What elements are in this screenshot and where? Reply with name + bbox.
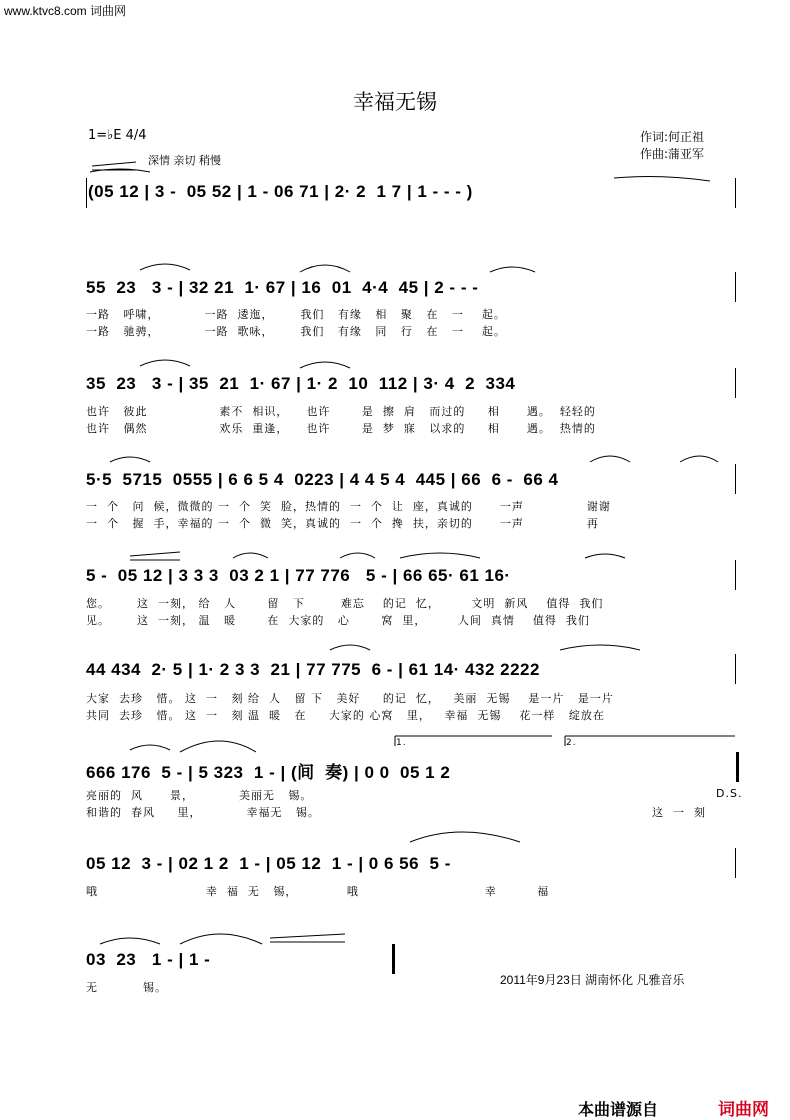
slur-mark <box>340 553 375 558</box>
lyrics-verse-1: 您。 这 一刻， 给 人 留 下 难忘 的记 忆， 文明 新风 值得 我们 <box>86 597 604 610</box>
tie-line <box>92 162 136 166</box>
pickup-lyrics: 这 一 刻 <box>652 806 706 819</box>
song-title: 幸福无锡 <box>353 90 437 114</box>
key-signature: 1=♭E 4/4 <box>88 128 147 143</box>
notation-line: 44 434 2· 5 | 1· 2 3 3 21 | 77 775 6 - | 61 14· 432 2222 <box>86 660 540 679</box>
lyrics-verse-2: 也许 偶然 欢乐 重逢， 也许 是 梦 寐 以求的 相 遇。 热情的 <box>86 422 596 435</box>
tempo-marking: 深情 亲切 稍慢 <box>148 154 221 167</box>
slur-mark <box>410 832 520 842</box>
lyrics-verse-2: 见。 这 一刻， 温 暖 在 大家的 心 窝 里， 人间 真情 值得 我们 <box>86 614 590 627</box>
slur-mark <box>110 457 150 462</box>
notation-line: 35 23 3 - | 35 21 1· 67 | 1· 2 10 112 | 3· 4 2 334 <box>86 374 516 393</box>
lyrics-verse-2: 共同 去珍 惜。 这 一 刻 温 暖 在 大家的 心窝 里， 幸福 无锡 花一样 绽放在 <box>86 709 605 722</box>
slur-mark <box>233 553 268 558</box>
lyricist-credit: 作词:何正祖 <box>640 130 705 144</box>
slur-mark <box>680 456 718 462</box>
dal-segno-mark: D.S. <box>716 787 743 800</box>
first-ending-mark: 1. <box>396 738 407 748</box>
slur-mark <box>400 553 480 558</box>
composer-credit: 作曲:蒲亚军 <box>640 147 705 161</box>
slur-mark <box>590 456 630 462</box>
lyrics-verse-2: 和谐的 春风 里， 幸福无 锡。 <box>86 806 320 819</box>
notation-line: 5 - 05 12 | 3 3 3 03 2 1 | 77 776 5 - | 66 65· 61 16· <box>86 566 511 585</box>
slur-mark <box>100 938 160 944</box>
footer-credit: 2011年9月23日 湖南怀化 凡雅音乐 <box>500 973 685 987</box>
notation-line: (05 12 | 3 - 05 52 | 1 - 06 71 | 2· 2 1 7 | 1 - - - ) <box>88 182 473 201</box>
slur-mark <box>180 934 262 944</box>
notation-line: 666 176 5 - | 5 323 1 - | (间 奏) | 0 0 05 1 2 <box>86 763 451 782</box>
slur-mark <box>490 267 535 272</box>
notation-line: 5·5 5715 0555 | 6 6 5 4 0223 | 4 4 5 4 445 | 66 6 - 66 4 <box>86 470 559 489</box>
tie-line <box>270 934 345 938</box>
tie-line <box>130 552 180 556</box>
lyrics-verse-1: 哦 幸 福 无 锡， 哦 幸 福 <box>86 885 550 898</box>
lyrics-verse-2: 一 个 握 手，幸福的 一 个 微 笑，真诚的 一 个 搀 扶，亲切的 一声 再 <box>86 517 599 530</box>
lyrics-verse-1: 亮丽的 风 景， 美丽无 锡。 <box>86 789 313 802</box>
lyrics-verse-1: 大家 去珍 惜。 这 一 刻 给 人 留 下 美好 的记 忆， 美丽 无锡 是一片 是一片 <box>86 692 614 705</box>
lyrics-verse-1: 一路 呼啸， 一路 逶迤， 我们 有缘 相 聚 在 一 起。 <box>86 308 506 321</box>
lyrics-verse-1: 一 个 问 候，微微的 一 个 笑 脸，热情的 一 个 让 座，真诚的 一声 谢谢 <box>86 500 611 513</box>
site-logo[interactable]: 词曲网 <box>718 1100 769 1120</box>
slur-mark <box>560 645 640 650</box>
slur-mark <box>614 177 710 181</box>
site-header: www.ktvc8.com 词曲网 <box>4 4 127 18</box>
slur-mark <box>140 360 190 366</box>
slur-mark <box>300 265 350 272</box>
slur-mark <box>180 741 256 752</box>
lyrics-verse-1: 也许 彼此 素不 相识， 也许 是 擦 肩 而过的 相 遇。 轻轻的 <box>86 405 596 418</box>
slur-mark <box>330 645 370 650</box>
lyrics-verse-1: 无 锡。 <box>86 981 167 994</box>
second-ending-mark: 2. <box>566 738 577 748</box>
slur-mark <box>300 362 350 368</box>
source-label: 本曲谱源自 <box>578 1100 659 1119</box>
notation-line: 03 23 1 - | 1 - <box>86 950 211 969</box>
slur-mark <box>130 745 170 750</box>
slur-mark <box>140 264 190 270</box>
notation-line: 05 12 3 - | 02 1 2 1 - | 05 12 1 - | 0 6 56 5 - <box>86 854 451 873</box>
slur-mark <box>585 554 625 558</box>
lyrics-verse-2: 一路 驰骋， 一路 歌咏， 我们 有缘 同 行 在 一 起。 <box>86 325 506 338</box>
notation-line: 55 23 3 - | 32 21 1· 67 | 16 01 4·4 45 | 2 - - - <box>86 278 479 297</box>
